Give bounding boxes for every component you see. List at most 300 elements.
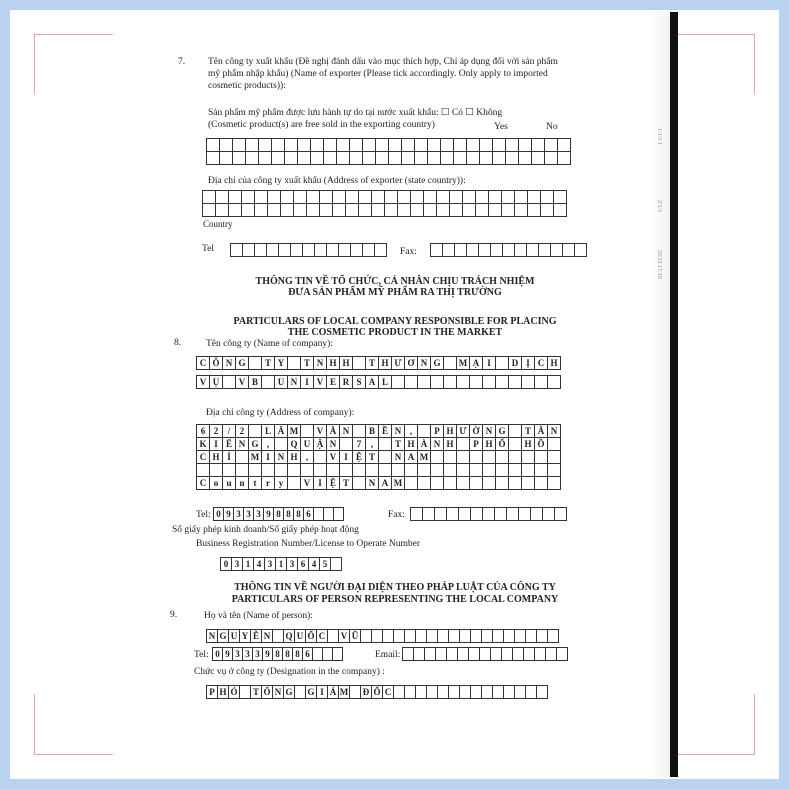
grid-cell: V	[196, 375, 210, 389]
grid-cell: Ó	[228, 685, 240, 699]
grid-cell	[375, 151, 389, 165]
grid-cell	[456, 450, 470, 464]
grid-cell: T	[250, 685, 262, 699]
grid-cell	[508, 450, 522, 464]
grid-cell: T	[261, 356, 275, 370]
grid-cell: I	[482, 356, 496, 370]
grid-cell	[410, 190, 424, 204]
grid-cell	[508, 375, 522, 389]
grid-cell: 8	[272, 647, 283, 661]
heading2-line1: THÔNG TIN VỀ NGƯỜI ĐẠI DIỆN THEO PHÁP LUẬT CỦA CÔNG TY	[234, 582, 556, 593]
grid-cell	[414, 138, 428, 152]
grid-cell	[527, 190, 541, 204]
grid-cell	[333, 507, 344, 521]
grid-cell	[336, 151, 350, 165]
page-edge-shadow	[650, 12, 670, 777]
grid-cell: À	[417, 437, 431, 451]
grid-cell: E	[326, 375, 340, 389]
grid-cell	[254, 203, 268, 217]
designation-label: Chức vụ ở công ty (Designation in the company) :	[194, 667, 385, 677]
yes-label: Yes	[494, 122, 508, 132]
grid-cell	[482, 450, 496, 464]
grid-cell: S	[352, 375, 366, 389]
grid-cell: Ư	[391, 356, 405, 370]
person-tel-grid[interactable]	[212, 647, 342, 661]
section-8-number: 8.	[174, 338, 182, 348]
grid-cell	[436, 203, 450, 217]
grid-cell	[332, 203, 346, 217]
company-address-grid-row2[interactable]	[196, 437, 560, 451]
grid-cell	[293, 190, 307, 204]
exporter-address-label: Địa chỉ của công ty xuất khẩu (Address of exporter (state country)):	[208, 176, 466, 186]
grid-cell	[297, 138, 311, 152]
grid-cell	[557, 138, 571, 152]
grid-cell: 9	[262, 647, 273, 661]
grid-cell: C	[196, 476, 210, 490]
grid-cell: 6	[303, 507, 314, 521]
grid-cell	[540, 190, 554, 204]
grid-cell	[443, 356, 457, 370]
grid-cell: I	[261, 450, 275, 464]
margin-note-3: 22/22 17/18	[656, 250, 662, 279]
grid-cell	[300, 424, 314, 438]
grid-cell	[323, 151, 337, 165]
grid-cell	[495, 476, 509, 490]
grid-cell: G	[248, 437, 262, 451]
company-fax-grid[interactable]	[410, 507, 566, 521]
grid-cell	[401, 151, 415, 165]
grid-cell	[235, 463, 249, 477]
license-label-en: Business Registration Number/License to Operate Number	[196, 539, 420, 549]
grid-cell	[222, 375, 236, 389]
grid-cell: N	[365, 476, 379, 490]
grid-cell: T	[339, 476, 353, 490]
grid-cell: G	[495, 424, 509, 438]
grid-cell	[443, 450, 457, 464]
license-number-grid[interactable]	[220, 557, 341, 571]
grid-cell: M	[456, 356, 470, 370]
grid-cell	[232, 151, 246, 165]
grid-cell	[397, 190, 411, 204]
grid-cell: n	[235, 476, 249, 490]
section-7-number: 7.	[178, 57, 186, 67]
company-tel-label: Tel:	[196, 510, 211, 520]
person-email-grid[interactable]	[402, 647, 567, 661]
grid-cell	[417, 375, 431, 389]
person-name-grid[interactable]	[206, 629, 558, 643]
grid-cell	[469, 450, 483, 464]
grid-cell: I	[209, 437, 223, 451]
grid-cell: Ố	[495, 437, 509, 451]
grid-cell	[248, 463, 262, 477]
grid-cell	[280, 203, 294, 217]
margin-note-2: 2/1/1	[656, 200, 662, 213]
grid-cell: N	[206, 629, 218, 643]
grid-cell	[521, 476, 535, 490]
heading-vn-line2: ĐƯA SẢN PHẨM MỸ PHẨM RA THỊ TRƯỜNG	[288, 287, 502, 298]
grid-cell: Y	[239, 629, 251, 643]
grid-cell	[241, 203, 255, 217]
grid-cell	[365, 463, 379, 477]
grid-cell	[374, 243, 387, 257]
grid-cell: N	[272, 685, 284, 699]
grid-cell	[492, 138, 506, 152]
grid-cell	[261, 463, 275, 477]
grid-cell	[521, 463, 535, 477]
company-name-label: Tên công ty (Name of company):	[206, 339, 333, 349]
grid-cell: Ư	[456, 424, 470, 438]
grid-cell	[475, 190, 489, 204]
grid-cell	[319, 203, 333, 217]
grid-cell	[534, 476, 548, 490]
grid-cell	[362, 138, 376, 152]
grid-cell: Q	[287, 437, 301, 451]
grid-cell: N	[222, 356, 236, 370]
grid-cell: H	[287, 450, 301, 464]
grid-cell	[306, 203, 320, 217]
grid-cell: 6	[196, 424, 210, 438]
grid-cell	[391, 375, 405, 389]
grid-cell: r	[261, 476, 275, 490]
grid-cell: 3	[231, 557, 243, 571]
exporter-name-grid-row2[interactable]	[206, 151, 570, 165]
grid-cell	[245, 138, 259, 152]
grid-cell	[466, 151, 480, 165]
grid-cell	[492, 151, 506, 165]
grid-cell: Q	[283, 629, 295, 643]
grid-cell: 3	[233, 507, 244, 521]
grid-cell: M	[391, 476, 405, 490]
grid-cell	[443, 476, 457, 490]
free-sale-question: Sản phẩm mỹ phẩm được lưu hành tự do tại nước xuất khẩu: ☐ Có ☐ Không	[208, 108, 503, 118]
grid-cell	[287, 463, 301, 477]
grid-cell: o	[209, 476, 223, 490]
grid-cell: Ồ	[534, 437, 548, 451]
grid-cell	[417, 463, 431, 477]
grid-cell: 7	[352, 437, 366, 451]
grid-cell	[440, 138, 454, 152]
grid-cell: Â	[274, 424, 288, 438]
company-tel-grid[interactable]	[213, 507, 343, 521]
grid-cell	[397, 203, 411, 217]
grid-cell: H	[326, 356, 340, 370]
grid-cell	[436, 190, 450, 204]
grid-cell: 8	[292, 647, 303, 661]
grid-cell: P	[430, 424, 444, 438]
grid-cell	[430, 450, 444, 464]
grid-cell	[378, 437, 392, 451]
grid-cell: U	[228, 629, 240, 643]
company-address-grid-row4[interactable]	[196, 463, 560, 477]
grid-cell	[332, 190, 346, 204]
grid-cell	[349, 138, 363, 152]
grid-cell	[469, 476, 483, 490]
license-label-vn: Số giấy phép kinh doanh/Số giấy phép hoạt động	[172, 525, 359, 535]
grid-cell: 3	[242, 647, 253, 661]
grid-cell: Í	[222, 450, 236, 464]
grid-cell	[453, 138, 467, 152]
grid-cell	[427, 138, 441, 152]
grid-cell	[358, 190, 372, 204]
grid-cell	[430, 375, 444, 389]
grid-cell: U	[274, 375, 288, 389]
grid-cell	[534, 375, 548, 389]
grid-cell	[258, 151, 272, 165]
grid-cell	[384, 190, 398, 204]
grid-cell	[501, 190, 515, 204]
grid-cell	[453, 151, 467, 165]
grid-cell: U	[300, 437, 314, 451]
grid-cell	[339, 463, 353, 477]
exporter-address-grid-row1[interactable]	[202, 190, 566, 204]
exporter-address-grid-row2[interactable]	[202, 203, 566, 217]
grid-cell	[280, 190, 294, 204]
company-fax-label: Fax:	[388, 510, 405, 520]
grid-cell	[254, 190, 268, 204]
grid-cell: A	[378, 476, 392, 490]
grid-cell	[287, 476, 301, 490]
grid-cell: Ơ	[404, 356, 418, 370]
grid-cell	[456, 437, 470, 451]
grid-cell	[336, 138, 350, 152]
grid-cell	[378, 450, 392, 464]
grid-cell	[206, 138, 220, 152]
company-name-grid-row1[interactable]	[196, 356, 560, 370]
grid-cell	[228, 203, 242, 217]
grid-cell: ,	[261, 437, 275, 451]
grid-cell	[505, 151, 519, 165]
grid-cell: Â	[534, 424, 548, 438]
grid-cell: H	[443, 437, 457, 451]
grid-cell: 1	[275, 557, 287, 571]
grid-cell	[306, 190, 320, 204]
grid-cell	[358, 203, 372, 217]
exporter-country-label: Country	[203, 219, 233, 229]
grid-cell: Ễ	[250, 629, 262, 643]
grid-cell	[482, 375, 496, 389]
grid-cell	[310, 151, 324, 165]
grid-cell: N	[391, 424, 405, 438]
heading-vn-line1: THÔNG TIN VỀ TỔ CHỨC, CÁ NHÂN CHỊU TRÁCH NHIỆM	[255, 276, 535, 287]
grid-cell: N	[274, 450, 288, 464]
grid-cell	[495, 375, 509, 389]
grid-cell	[330, 557, 342, 571]
grid-cell: C	[534, 356, 548, 370]
grid-cell: 2	[235, 424, 249, 438]
grid-cell	[547, 375, 561, 389]
grid-cell: H	[482, 437, 496, 451]
grid-cell	[284, 138, 298, 152]
grid-cell: 3	[253, 507, 264, 521]
grid-cell	[297, 151, 311, 165]
grid-cell: I	[313, 476, 327, 490]
grid-cell: N	[430, 437, 444, 451]
grid-cell: I	[316, 685, 328, 699]
grid-cell	[495, 356, 509, 370]
grid-cell: T	[365, 450, 379, 464]
exporter-tel-grid[interactable]	[230, 243, 386, 257]
grid-cell: 6	[297, 557, 309, 571]
grid-cell	[430, 476, 444, 490]
grid-cell	[423, 203, 437, 217]
grid-cell	[391, 463, 405, 477]
company-address-grid-row3[interactable]	[196, 450, 560, 464]
grid-cell	[475, 203, 489, 217]
grid-cell: D	[508, 356, 522, 370]
grid-cell	[206, 151, 220, 165]
scan-edge-bar	[670, 12, 678, 777]
grid-cell: G	[217, 629, 229, 643]
company-name-grid-row2[interactable]	[196, 375, 560, 389]
company-address-grid-row1[interactable]	[196, 424, 560, 438]
grid-cell	[261, 375, 275, 389]
grid-cell: V	[313, 375, 327, 389]
grid-cell	[274, 463, 288, 477]
section-7-line1: Tên công ty xuất khẩu (Đề nghị đánh dấu vào mục thích hợp, Chỉ áp dụng đối với sản phẩm	[208, 57, 558, 67]
grid-cell: N	[326, 437, 340, 451]
grid-cell	[323, 138, 337, 152]
grid-cell	[202, 203, 216, 217]
crop-mark-bottom-right	[676, 694, 755, 755]
person-email-label: Email:	[375, 650, 401, 660]
grid-cell: H	[547, 356, 561, 370]
grid-cell	[505, 138, 519, 152]
grid-cell	[352, 476, 366, 490]
grid-cell	[574, 243, 587, 257]
grid-cell: N	[391, 450, 405, 464]
grid-cell: Ờ	[469, 424, 483, 438]
grid-cell	[202, 190, 216, 204]
grid-cell: Y	[274, 356, 288, 370]
grid-cell	[488, 190, 502, 204]
grid-cell: ,	[300, 450, 314, 464]
grid-cell	[488, 203, 502, 217]
grid-cell	[521, 450, 535, 464]
grid-cell: L	[261, 424, 275, 438]
grid-cell: G	[305, 685, 317, 699]
grid-cell	[462, 190, 476, 204]
grid-cell: 8	[273, 507, 284, 521]
grid-cell	[547, 476, 561, 490]
grid-cell	[410, 203, 424, 217]
grid-cell	[274, 437, 288, 451]
grid-cell: H	[339, 356, 353, 370]
exporter-name-grid-row1[interactable]	[206, 138, 570, 152]
grid-cell	[222, 463, 236, 477]
section-7-line3: cosmetic products)):	[208, 81, 286, 91]
grid-cell	[544, 151, 558, 165]
grid-cell	[456, 463, 470, 477]
grid-cell: H	[443, 424, 457, 438]
grid-cell: C	[316, 629, 328, 643]
grid-cell	[479, 151, 493, 165]
grid-cell: 1	[242, 557, 254, 571]
grid-cell: Ề	[378, 424, 392, 438]
grid-cell: A	[365, 375, 379, 389]
exporter-fax-grid[interactable]	[430, 243, 586, 257]
grid-cell	[518, 151, 532, 165]
grid-cell: u	[222, 476, 236, 490]
grid-cell	[547, 450, 561, 464]
grid-cell	[267, 203, 281, 217]
grid-cell	[245, 151, 259, 165]
grid-cell	[384, 203, 398, 217]
grid-cell: Đ	[360, 685, 372, 699]
grid-cell	[462, 203, 476, 217]
company-country-grid[interactable]	[196, 476, 560, 490]
grid-cell: V	[300, 476, 314, 490]
grid-cell: C	[196, 450, 210, 464]
grid-cell: N	[417, 356, 431, 370]
grid-cell: V	[313, 424, 327, 438]
grid-cell	[313, 463, 327, 477]
grid-cell: N	[261, 629, 273, 643]
grid-cell: M	[248, 450, 262, 464]
grid-cell	[313, 450, 327, 464]
grid-cell	[219, 151, 233, 165]
grid-cell: T	[521, 424, 535, 438]
grid-cell	[417, 424, 431, 438]
grid-cell	[427, 151, 441, 165]
designation-grid[interactable]	[206, 685, 547, 699]
grid-cell	[375, 138, 389, 152]
grid-cell: H	[217, 685, 229, 699]
grid-cell: 4	[253, 557, 265, 571]
grid-cell: I	[339, 450, 353, 464]
grid-cell	[228, 190, 242, 204]
grid-cell: Ố	[371, 685, 383, 699]
grid-cell	[501, 203, 515, 217]
crop-mark-bottom-left	[34, 694, 113, 755]
grid-cell: H	[378, 356, 392, 370]
grid-cell	[440, 151, 454, 165]
person-name-label: Họ và tên (Name of person):	[204, 611, 313, 621]
grid-cell	[371, 203, 385, 217]
grid-cell: 0	[213, 507, 224, 521]
grid-cell	[235, 450, 249, 464]
grid-cell	[554, 507, 567, 521]
grid-cell	[196, 463, 210, 477]
grid-cell: Ô	[209, 356, 223, 370]
grid-cell: 9	[263, 507, 274, 521]
grid-cell: H	[404, 437, 418, 451]
grid-cell	[521, 375, 535, 389]
grid-cell	[423, 190, 437, 204]
grid-cell	[547, 629, 559, 643]
heading-en-line1: PARTICULARS OF LOCAL COMPANY RESPONSIBLE FOR PLACING	[233, 316, 557, 327]
section-7-line2: mỹ phẩm nhập khẩu) (Name of exporter (Please tick accordingly. Only apply to imported	[208, 69, 548, 79]
grid-cell	[267, 190, 281, 204]
grid-cell: U	[294, 629, 306, 643]
grid-cell: 4	[308, 557, 320, 571]
grid-cell	[378, 463, 392, 477]
grid-cell	[553, 190, 567, 204]
grid-cell	[527, 203, 541, 217]
grid-cell	[209, 463, 223, 477]
grid-cell	[456, 375, 470, 389]
grid-cell	[466, 138, 480, 152]
grid-cell	[404, 375, 418, 389]
grid-cell	[388, 138, 402, 152]
grid-cell	[547, 437, 561, 451]
grid-cell	[404, 476, 418, 490]
grid-cell: t	[248, 476, 262, 490]
grid-cell	[258, 138, 272, 152]
company-address-label: Địa chỉ công ty (Address of company):	[206, 408, 355, 418]
grid-cell	[326, 463, 340, 477]
grid-cell: Ụ	[209, 375, 223, 389]
grid-cell: 0	[220, 557, 232, 571]
